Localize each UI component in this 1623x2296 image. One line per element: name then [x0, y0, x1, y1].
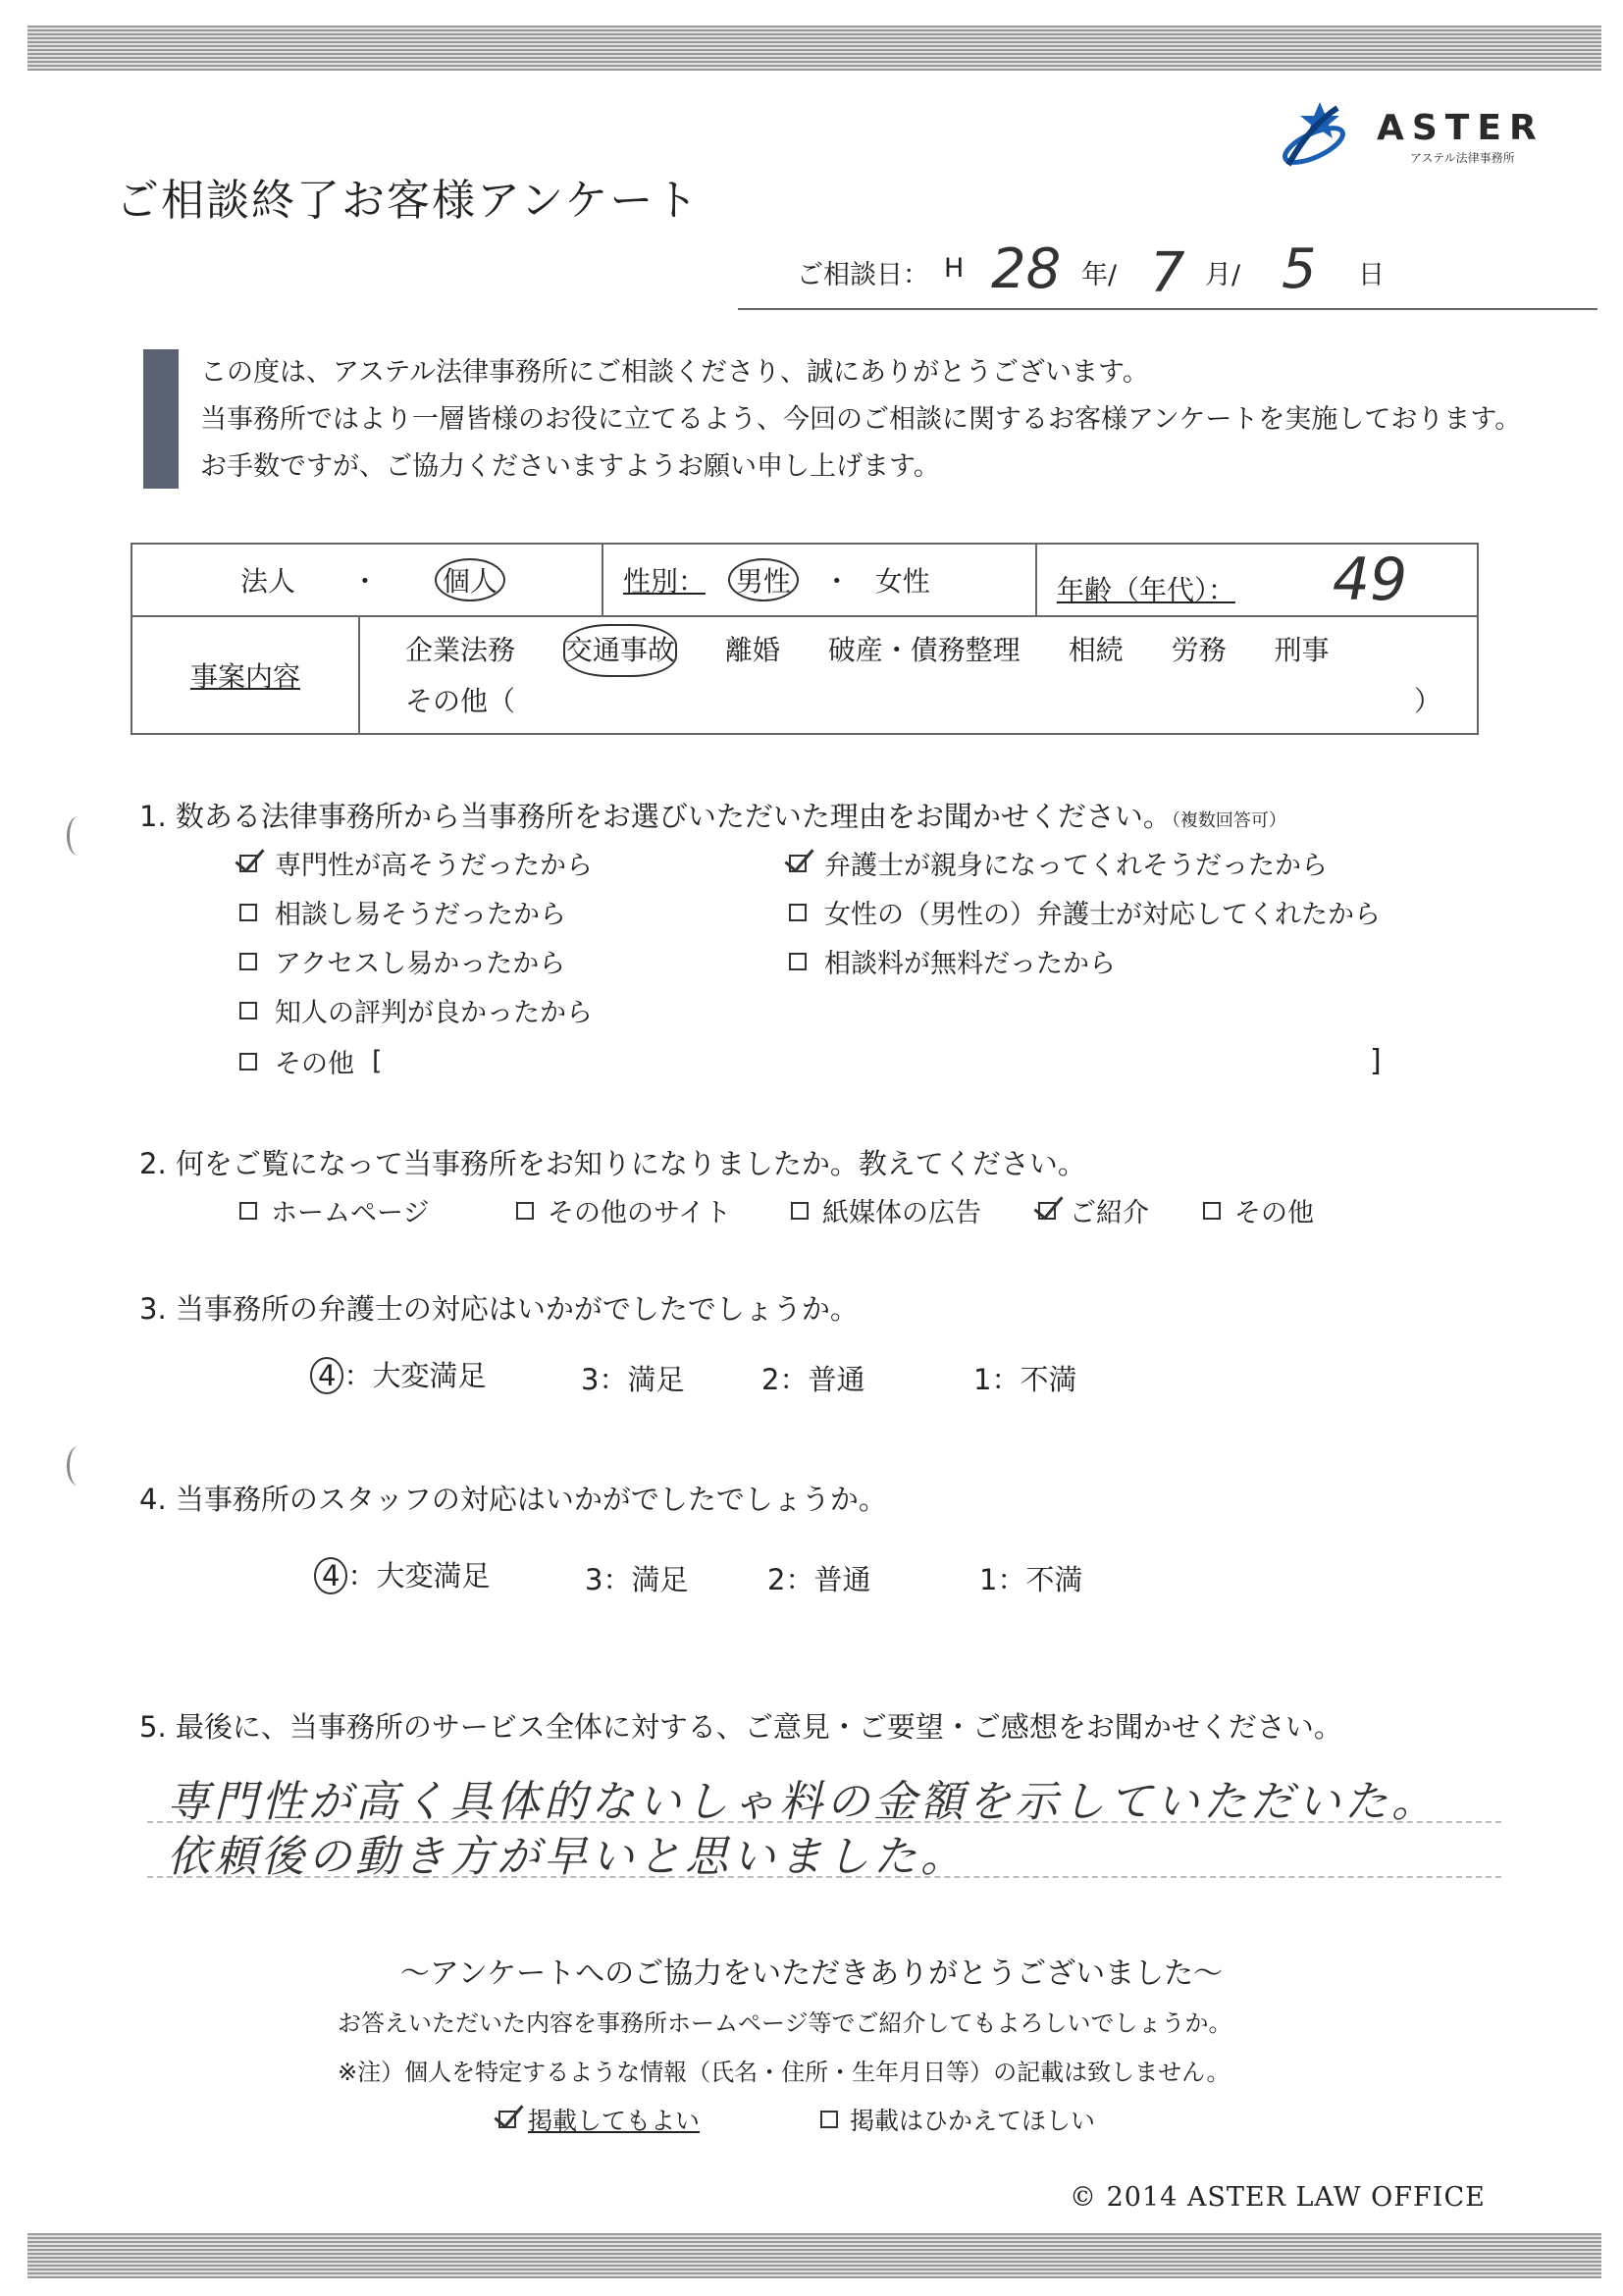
punch-hole-mark — [67, 816, 89, 856]
intro-text — [200, 349, 1521, 491]
age-cell — [1036, 544, 1478, 616]
date-day-unit: 日 — [1358, 260, 1385, 290]
q1-option[interactable] — [239, 893, 566, 931]
comment-text[interactable]: 専門性が高く具体的ないしゃ料の金額を示していただいた。 — [167, 1777, 1439, 1827]
publish-question: お答えいただいた内容を事務所ホームページ等でご紹介してもよろしいでしょうか。 — [338, 2009, 1232, 2037]
logo — [1281, 96, 1565, 175]
q4-rating-3[interactable]: 3：満足 — [585, 1563, 689, 1596]
checkbox-icon[interactable] — [239, 953, 257, 970]
date-month-unit: 月/ — [1205, 260, 1241, 290]
question-1-note: （複数回答可） — [1171, 810, 1286, 831]
gender-male: 男性 — [728, 558, 799, 601]
case-traffic: 交通事故 — [563, 624, 677, 677]
date-day: 5 — [1282, 237, 1317, 301]
q1-option[interactable] — [789, 844, 1328, 882]
checkbox-icon[interactable] — [239, 1202, 257, 1220]
date-label: ご相談日： — [797, 260, 929, 290]
logo-mark-icon — [1281, 96, 1359, 175]
publish-ok-label: 掲載してもよい — [528, 2107, 701, 2135]
checkbox-icon[interactable] — [239, 1002, 257, 1019]
intro-line: お手数ですが、ご協力くださいますようお願い申し上げます。 — [200, 451, 940, 482]
q3-rating-4-label: ：大変満足 — [343, 1359, 487, 1392]
q1-option-label: 弁護士が親身になってくれそうだったから — [824, 851, 1328, 881]
case-divorce: 離婚 — [724, 634, 780, 666]
q4-rating-4-label: ：大変満足 — [347, 1559, 491, 1592]
age-label: 年齢（年代）： — [1056, 574, 1235, 606]
case-list — [405, 624, 1457, 677]
copyright: © 2014 ASTER LAW OFFICE — [1070, 2182, 1486, 2213]
q3-rating-2[interactable]: 2：普通 — [761, 1363, 865, 1396]
q1-option-label: 相談し易そうだったから — [275, 900, 566, 930]
question-2: 2. 何をご覧になって当事務所をお知りになりましたか。教えてください。 — [139, 1147, 1086, 1180]
q2-option-label: その他 — [1234, 1198, 1314, 1228]
entity-individual: 個人 — [435, 558, 505, 601]
case-labor: 労務 — [1171, 634, 1227, 666]
consult-date — [785, 237, 1590, 305]
gender-dot: ・ — [822, 565, 851, 598]
q1-option-label: 女性の（男性の）弁護士が対応してくれたから — [824, 900, 1381, 930]
checkbox-icon[interactable] — [239, 904, 257, 921]
q1-option[interactable] — [239, 991, 593, 1029]
gender-label: 性別： — [622, 565, 706, 598]
q1-option-label: アクセスし易かったから — [275, 949, 566, 979]
publish-ng-label: 掲載はひかえてほしい — [850, 2107, 1096, 2135]
intro-bar — [143, 349, 179, 489]
checkbox-checked-icon[interactable] — [1038, 1202, 1056, 1220]
logo-sub: アステル法律事務所 — [1410, 151, 1515, 165]
q4-rating-2[interactable]: 2：普通 — [767, 1563, 871, 1596]
question-1-text: 1. 数ある法律事務所から当事務所をお選びいただいた理由をお聞かせください。 — [139, 800, 1172, 833]
checkbox-icon[interactable] — [239, 1053, 257, 1070]
case-other-close: ） — [1413, 685, 1441, 717]
date-year-unit: 年/ — [1081, 260, 1118, 290]
top-border — [27, 26, 1601, 71]
q3-rating-4[interactable] — [310, 1354, 486, 1394]
checkbox-icon[interactable] — [789, 953, 807, 970]
client-info-table — [131, 543, 1479, 735]
q1-option[interactable] — [789, 942, 1116, 980]
q3-rating-4-num: 4 — [310, 1357, 343, 1394]
date-era: H — [944, 253, 965, 284]
intro-line: 当事務所ではより一層皆様のお役に立てるよう、今回のご相談に関するお客様アンケートを実施しております。 — [200, 404, 1522, 435]
q1-option-label: 知人の評判が良かったから — [275, 998, 593, 1028]
intro-line: この度は、アステル法律事務所にご相談くださり、誠にありがとうございます。 — [200, 357, 1149, 388]
comment-text[interactable]: 依頼後の動き方が早いと思いました。 — [167, 1832, 968, 1882]
q2-option[interactable] — [516, 1191, 731, 1229]
checkbox-icon[interactable] — [1203, 1202, 1221, 1220]
q3-rating-3[interactable]: 3：満足 — [581, 1363, 685, 1396]
case-label-cell — [131, 616, 359, 734]
checkbox-checked-icon[interactable] — [498, 2111, 516, 2128]
case-label: 事案内容 — [189, 660, 300, 693]
q2-option-label: 紙媒体の広告 — [822, 1198, 981, 1228]
q2-option-label: その他のサイト — [548, 1198, 732, 1228]
entity-dot: ・ — [350, 565, 379, 598]
question-4: 4. 当事務所のスタッフの対応はいかがでしたでしょうか。 — [139, 1483, 887, 1516]
q2-option[interactable] — [239, 1191, 429, 1229]
gender-cell — [602, 544, 1036, 616]
question-5: 5. 最後に、当事務所のサービス全体に対する、ご意見・ご要望・ご感想をお聞かせください。 — [139, 1710, 1342, 1744]
q1-other-close: ] — [1370, 1044, 1382, 1078]
q3-rating-1[interactable]: 1：不満 — [973, 1363, 1077, 1396]
age-value: 49 — [1332, 546, 1408, 614]
q4-rating-4[interactable] — [314, 1554, 490, 1594]
q1-other-open: [ — [372, 1046, 383, 1076]
punch-hole-mark — [67, 1446, 89, 1486]
gender-female: 女性 — [874, 565, 930, 598]
case-options-cell — [359, 616, 1478, 734]
checkbox-icon[interactable] — [789, 904, 807, 921]
checkbox-checked-icon[interactable] — [789, 855, 807, 872]
q1-option[interactable] — [239, 942, 565, 980]
q1-option-label: 専門性が高そうだったから — [275, 851, 593, 881]
checkbox-icon[interactable] — [791, 1202, 809, 1220]
q1-option[interactable] — [239, 1042, 383, 1080]
publish-ng-option[interactable] — [820, 2102, 1095, 2137]
question-1 — [139, 795, 1286, 835]
q2-option[interactable] — [791, 1191, 981, 1229]
date-underline — [738, 308, 1597, 310]
q4-rating-4-num: 4 — [314, 1557, 347, 1594]
publish-ok-option[interactable] — [498, 2102, 700, 2137]
q2-option-label: ご紹介 — [1070, 1198, 1149, 1228]
privacy-note: ※注）個人を特定するような情報（氏名・住所・生年月日等）の記載は致しません。 — [338, 2059, 1230, 2086]
question-3: 3. 当事務所の弁護士の対応はいかがでしたでしょうか。 — [139, 1292, 859, 1326]
case-corporate: 企業法務 — [405, 634, 516, 666]
case-other — [405, 677, 1457, 726]
case-bankruptcy: 破産・債務整理 — [827, 634, 1021, 666]
date-month: 7 — [1150, 241, 1185, 305]
q1-option-label: 相談料が無料だったから — [824, 949, 1116, 979]
checkbox-icon[interactable] — [820, 2111, 838, 2128]
thanks-message: 〜アンケートへのご協力をいただきありがとうございました〜 — [399, 1957, 1224, 1991]
case-criminal: 刑事 — [1274, 634, 1330, 666]
q4-rating-1[interactable]: 1：不満 — [979, 1563, 1083, 1596]
q1-option[interactable] — [239, 844, 593, 882]
entity-corp: 法人 — [240, 565, 296, 598]
q2-option[interactable] — [1203, 1191, 1314, 1229]
case-inheritance: 相続 — [1068, 634, 1124, 666]
date-year: 28 — [991, 237, 1062, 301]
bottom-border — [27, 2233, 1601, 2278]
q1-option-label: その他 — [275, 1049, 354, 1079]
entity-cell — [131, 544, 602, 616]
q2-option[interactable] — [1038, 1191, 1149, 1229]
checkbox-checked-icon[interactable] — [239, 855, 257, 872]
q2-option-label: ホームページ — [271, 1198, 430, 1228]
checkbox-icon[interactable] — [516, 1202, 534, 1220]
q1-option[interactable] — [789, 893, 1381, 931]
page-title: ご相談終了お客様アンケート — [116, 176, 701, 226]
logo-name: ASTER — [1377, 108, 1544, 148]
case-other-label: その他（ — [405, 685, 516, 717]
